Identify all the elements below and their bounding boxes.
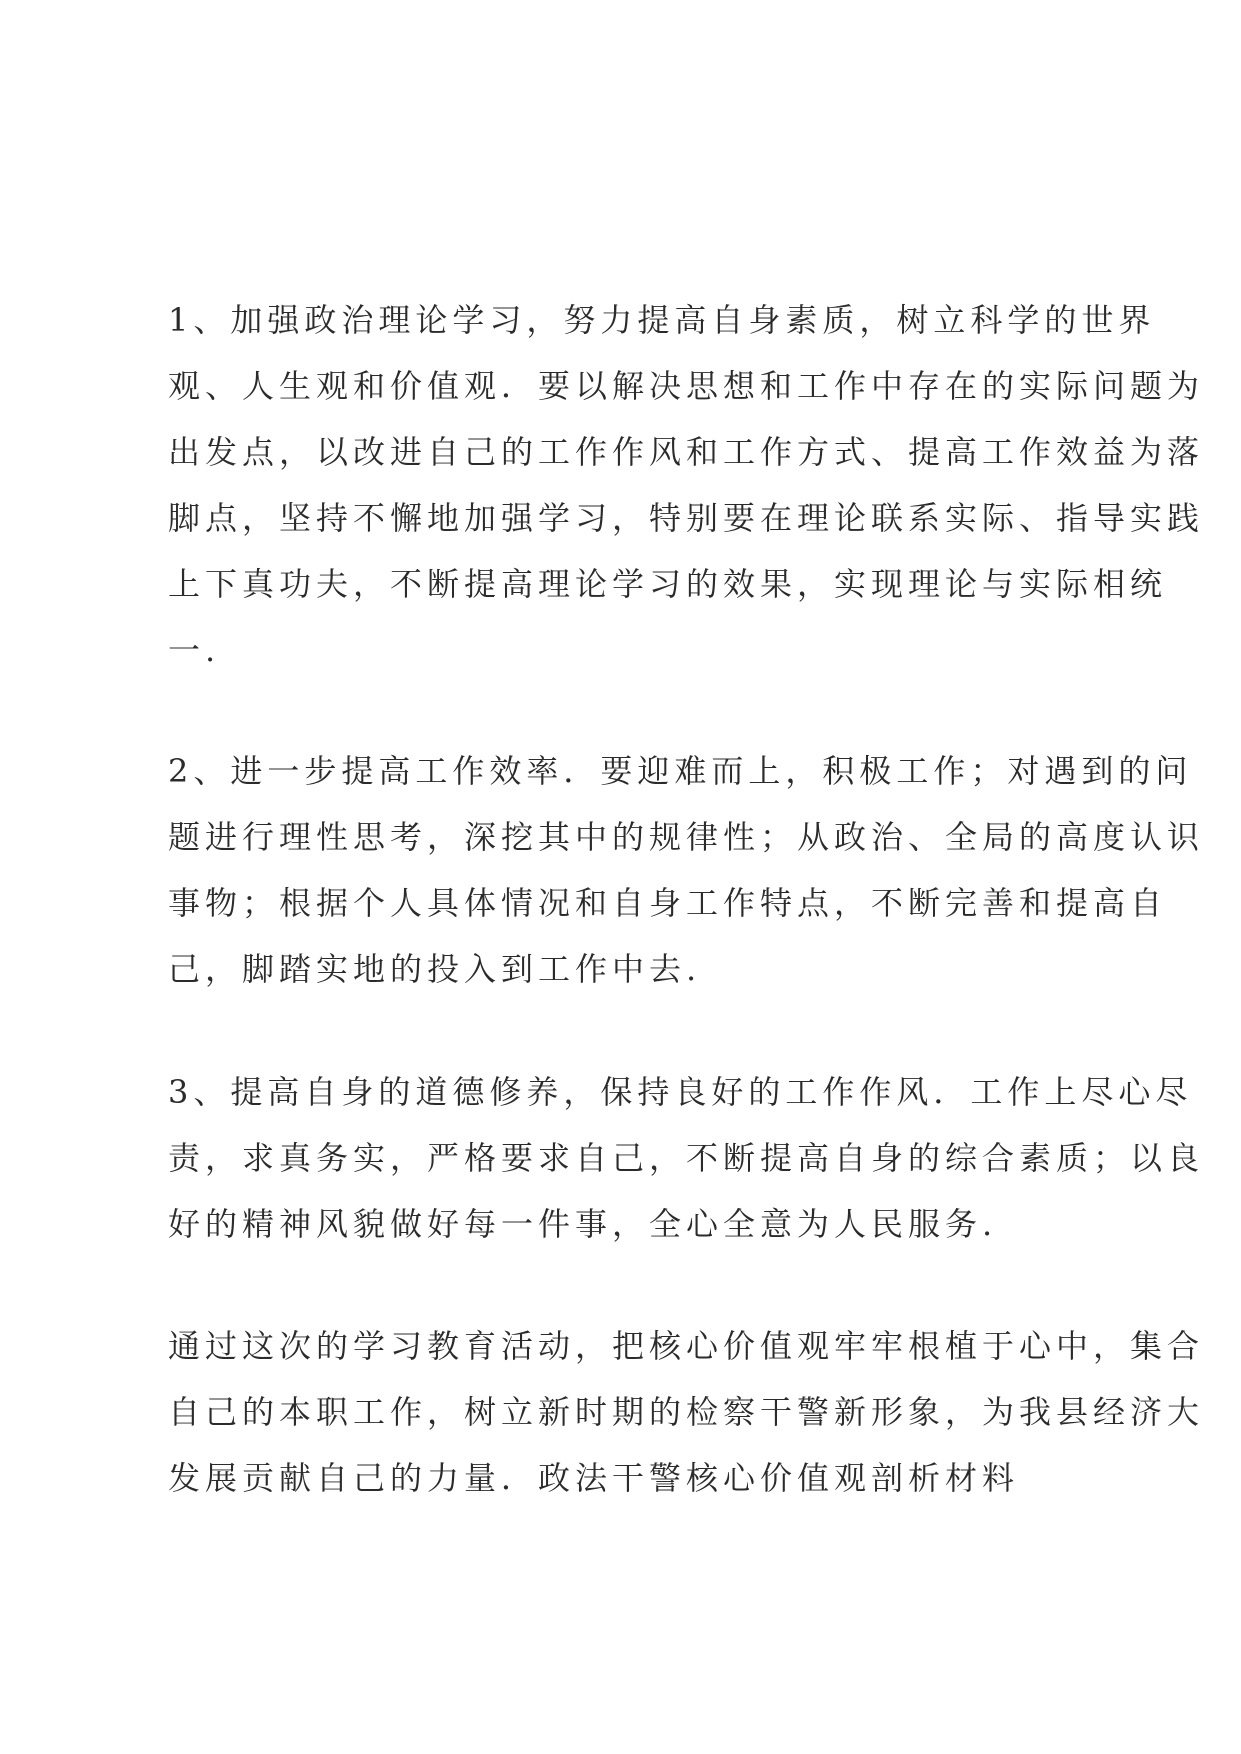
paragraph-moral-cultivation [168, 1059, 1205, 1257]
paragraph-line: 3、提高自身的道德修养，保持良好的工作作风．工作上尽心尽 [168, 1073, 1193, 1111]
paragraph-line: 出发点，以改进自己的工作作风和工作方式、提高工作效益为落 [168, 433, 1205, 471]
paragraph-line: 观、人生观和价值观．要以解决思想和工作中存在的实际问题为 [168, 367, 1205, 405]
paragraph-line: 脚点，坚持不懈地加强学习，特别要在理论联系实际、指导实践 [168, 499, 1205, 537]
paragraph-line: 事物；根据个人具体情况和自身工作特点，不断完善和提高自 [168, 884, 1168, 922]
paragraph-line: 上下真功夫，不断提高理论学习的效果，实现理论与实际相统 [168, 565, 1168, 603]
paragraph-conclusion [168, 1313, 1205, 1511]
paragraph-line: 题进行理性思考，深挖其中的规律性；从政治、全局的高度认识 [168, 818, 1205, 856]
paragraph-line: 一. [168, 631, 221, 669]
paragraph-line: 2、进一步提高工作效率．要迎难而上，积极工作；对遇到的问 [168, 752, 1193, 790]
paragraph-line: 好的精神风貌做好每一件事，全心全意为人民服务. [168, 1205, 998, 1243]
paragraph-line: 发展贡献自己的力量．政法干警核心价值观剖析材料 [168, 1459, 1020, 1497]
paragraph-line: 1、加强政治理论学习，努力提高自身素质，树立科学的世界 [168, 301, 1156, 339]
paragraph-political-theory-study [168, 287, 1205, 683]
paragraph-line: 通过这次的学习教育活动，把核心价值观牢牢根植于心中，集合 [168, 1327, 1205, 1365]
paragraph-work-efficiency [168, 738, 1205, 1002]
paragraph-line: 己，脚踏实地的投入到工作中去. [168, 950, 702, 988]
paragraph-line: 自己的本职工作，树立新时期的检察干警新形象，为我县经济大 [168, 1393, 1205, 1431]
paragraph-line: 责，求真务实，严格要求自己，不断提高自身的综合素质；以良 [168, 1139, 1205, 1177]
